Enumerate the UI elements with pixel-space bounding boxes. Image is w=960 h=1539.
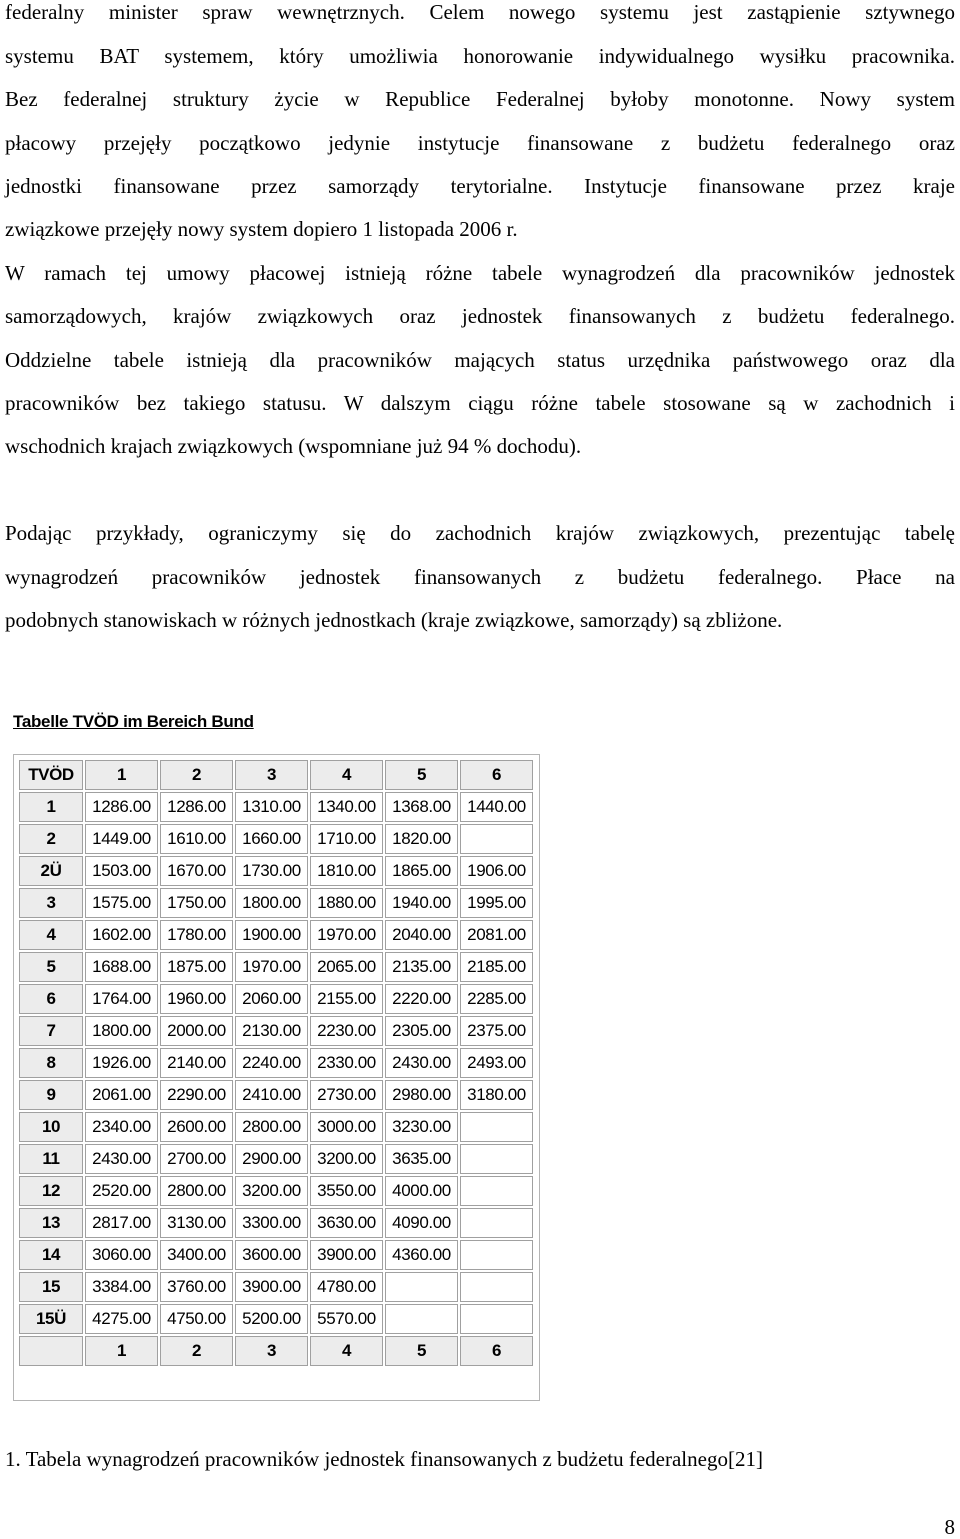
salary-cell: 1900.00 [235,920,308,950]
salary-cell: 2240.00 [235,1048,308,1078]
table-row [19,1144,533,1174]
column-header: 5 [385,760,458,790]
salary-cell: 2410.00 [235,1080,308,1110]
table-row [19,1080,533,1110]
table-row [19,952,533,982]
salary-cell: 2817.00 [85,1208,158,1238]
salary-cell: 2900.00 [235,1144,308,1174]
row-group-label: 4 [19,920,83,950]
salary-cell: 3760.00 [160,1272,233,1302]
salary-cell: 2285.00 [460,984,533,1014]
paragraph-3-line: wynagrodzeń pracowników jednostek finansowanych z budżetu federalnego. Płace na [5,565,955,589]
paragraph-2-line: Oddzielne tabele istnieją dla pracowników mających status urzędnika państwowego oraz dla [5,348,955,372]
salary-cell [460,1112,533,1142]
salary-cell: 3600.00 [235,1240,308,1270]
salary-cell: 3200.00 [235,1176,308,1206]
salary-cell: 3400.00 [160,1240,233,1270]
table-row [19,1272,533,1302]
table-row [19,1208,533,1238]
salary-cell: 2140.00 [160,1048,233,1078]
salary-cell: 1610.00 [160,824,233,854]
salary-cell: 1875.00 [160,952,233,982]
salary-cell: 3384.00 [85,1272,158,1302]
salary-cell: 1970.00 [235,952,308,982]
salary-cell: 3550.00 [310,1176,383,1206]
salary-cell: 2185.00 [460,952,533,982]
salary-cell: 2061.00 [85,1080,158,1110]
salary-cell: 1780.00 [160,920,233,950]
column-footer: 2 [160,1336,233,1366]
salary-cell: 2600.00 [160,1112,233,1142]
salary-cell: 3900.00 [310,1240,383,1270]
table-title: Tabelle TVÖD im Bereich Bund [13,712,254,731]
column-header: 2 [160,760,233,790]
column-footer: 1 [85,1336,158,1366]
salary-cell: 2375.00 [460,1016,533,1046]
salary-cell: 3300.00 [235,1208,308,1238]
table-body [19,792,533,1334]
paragraph-2-line: W ramach tej umowy płacowej istnieją różne tabele wynagrodzeń dla pracowników jednostek [5,261,955,285]
table-header-row [19,760,533,790]
salary-cell [385,1272,458,1302]
table-row [19,856,533,886]
salary-cell: 1660.00 [235,824,308,854]
salary-cell: 1750.00 [160,888,233,918]
column-header: 1 [85,760,158,790]
table-row [19,1112,533,1142]
column-footer: 4 [310,1336,383,1366]
salary-cell: 1970.00 [310,920,383,950]
row-group-label: 11 [19,1144,83,1174]
salary-cell: 2430.00 [85,1144,158,1174]
salary-cell: 1995.00 [460,888,533,918]
table-corner-cell: TVÖD [19,760,83,790]
row-group-label: 10 [19,1112,83,1142]
salary-cell: 4360.00 [385,1240,458,1270]
column-header: 3 [235,760,308,790]
paragraph-1-line: związkowe przejęły nowy system dopiero 1 listopada 2006 r. [5,217,518,241]
paragraph-2-line: wschodnich krajach związkowych (wspomniane już 94 % dochodu). [5,434,582,458]
salary-cell: 2980.00 [385,1080,458,1110]
row-group-label: 14 [19,1240,83,1270]
salary-cell: 2060.00 [235,984,308,1014]
salary-cell: 2730.00 [310,1080,383,1110]
salary-cell: 3900.00 [235,1272,308,1302]
salary-cell: 4090.00 [385,1208,458,1238]
salary-cell: 2330.00 [310,1048,383,1078]
row-group-label: 6 [19,984,83,1014]
paragraph-3-line: Podając przykłady, ograniczymy się do zachodnich krajów związkowych, prezentując tabelę [5,521,955,545]
paragraph-2-line: pracowników bez takiego statusu. W dalszym ciągu różne tabele stosowane są w zachodnich i [5,391,955,415]
salary-cell: 3180.00 [460,1080,533,1110]
salary-cell: 1340.00 [310,792,383,822]
row-group-label: 13 [19,1208,83,1238]
salary-cell: 1368.00 [385,792,458,822]
salary-cell: 1764.00 [85,984,158,1014]
salary-cell: 2800.00 [235,1112,308,1142]
column-footer: 6 [460,1336,533,1366]
paragraph-1-line: federalny minister spraw wewnętrznych. Celem nowego systemu jest zastąpienie sztywnego [5,0,955,24]
table-row [19,1048,533,1078]
salary-cell: 1820.00 [385,824,458,854]
salary-cell: 4750.00 [160,1304,233,1334]
salary-cell: 1906.00 [460,856,533,886]
salary-cell: 4000.00 [385,1176,458,1206]
table-row [19,824,533,854]
row-group-label: 2 [19,824,83,854]
salary-cell [460,1208,533,1238]
column-header: 4 [310,760,383,790]
salary-cell: 1602.00 [85,920,158,950]
salary-cell: 2493.00 [460,1048,533,1078]
salary-cell [460,1272,533,1302]
table-footer-corner [19,1336,83,1366]
salary-cell: 5200.00 [235,1304,308,1334]
salary-cell: 1310.00 [235,792,308,822]
table-footer-row [19,1336,533,1366]
row-group-label: 8 [19,1048,83,1078]
salary-cell: 1710.00 [310,824,383,854]
salary-cell [460,1176,533,1206]
table-row [19,1016,533,1046]
salary-cell: 2065.00 [310,952,383,982]
salary-cell: 2520.00 [85,1176,158,1206]
salary-cell: 2290.00 [160,1080,233,1110]
row-group-label: 15Ü [19,1304,83,1334]
salary-cell: 2130.00 [235,1016,308,1046]
paragraph-2-line: samorządowych, krajów związkowych oraz jednostek finansowanych z budżetu federalnego. [5,304,955,328]
paragraph-1-line: jednostki finansowane przez samorządy terytorialne. Instytucje finansowane przez kraje [5,174,955,198]
salary-cell: 1575.00 [85,888,158,918]
row-group-label: 12 [19,1176,83,1206]
salary-cell: 2000.00 [160,1016,233,1046]
row-group-label: 9 [19,1080,83,1110]
salary-cell: 1865.00 [385,856,458,886]
salary-cell: 1503.00 [85,856,158,886]
salary-cell: 1730.00 [235,856,308,886]
salary-cell: 3230.00 [385,1112,458,1142]
salary-cell: 1940.00 [385,888,458,918]
salary-cell: 1670.00 [160,856,233,886]
salary-cell: 2340.00 [85,1112,158,1142]
salary-cell: 1688.00 [85,952,158,982]
table-row [19,888,533,918]
salary-cell: 2800.00 [160,1176,233,1206]
salary-table [17,758,535,1368]
salary-cell: 3130.00 [160,1208,233,1238]
paragraph-1-line: płacowy przejęły początkowo jedynie instytucje finansowane z budżetu federalnego oraz [5,131,955,155]
row-group-label: 5 [19,952,83,982]
table-row [19,792,533,822]
page-number: 8 [944,1515,955,1539]
table-row [19,1304,533,1334]
salary-cell: 3200.00 [310,1144,383,1174]
row-group-label: 7 [19,1016,83,1046]
salary-cell: 1286.00 [160,792,233,822]
salary-cell [460,1240,533,1270]
salary-cell: 4780.00 [310,1272,383,1302]
salary-cell: 1286.00 [85,792,158,822]
salary-table-frame [13,754,540,1401]
table-row [19,920,533,950]
salary-cell: 5570.00 [310,1304,383,1334]
salary-cell: 2220.00 [385,984,458,1014]
salary-cell: 1800.00 [235,888,308,918]
row-group-label: 3 [19,888,83,918]
salary-cell: 3060.00 [85,1240,158,1270]
salary-cell: 2305.00 [385,1016,458,1046]
salary-cell [385,1304,458,1334]
salary-cell: 1880.00 [310,888,383,918]
column-footer: 3 [235,1336,308,1366]
salary-cell [460,824,533,854]
salary-cell [460,1144,533,1174]
salary-cell: 2230.00 [310,1016,383,1046]
salary-cell: 1926.00 [85,1048,158,1078]
table-row [19,1176,533,1206]
salary-cell: 2155.00 [310,984,383,1014]
salary-cell: 2081.00 [460,920,533,950]
salary-cell: 2040.00 [385,920,458,950]
salary-cell: 2135.00 [385,952,458,982]
salary-cell: 1800.00 [85,1016,158,1046]
salary-cell: 2430.00 [385,1048,458,1078]
salary-cell: 1810.00 [310,856,383,886]
table-row [19,984,533,1014]
table-caption: 1. Tabela wynagrodzeń pracowników jednostek finansowanych z budżetu federalnego[21] [5,1447,763,1471]
row-group-label: 15 [19,1272,83,1302]
row-group-label: 1 [19,792,83,822]
column-header: 6 [460,760,533,790]
paragraph-1-line: systemu BAT systemem, który umożliwia honorowanie indywidualnego wysiłku pracownika. [5,44,955,68]
paragraph-1-line: Bez federalnej struktury życie w Republice Federalnej byłoby monotonne. Nowy system [5,87,955,111]
salary-cell: 3630.00 [310,1208,383,1238]
salary-cell: 3635.00 [385,1144,458,1174]
salary-cell: 2700.00 [160,1144,233,1174]
column-footer: 5 [385,1336,458,1366]
salary-cell: 1440.00 [460,792,533,822]
paragraph-3-line: podobnych stanowiskach w różnych jednostkach (kraje związkowe, samorządy) są zbliżone. [5,608,783,632]
salary-cell [460,1304,533,1334]
salary-cell: 3000.00 [310,1112,383,1142]
salary-cell: 4275.00 [85,1304,158,1334]
salary-cell: 1960.00 [160,984,233,1014]
salary-cell: 1449.00 [85,824,158,854]
table-row [19,1240,533,1270]
row-group-label: 2Ü [19,856,83,886]
